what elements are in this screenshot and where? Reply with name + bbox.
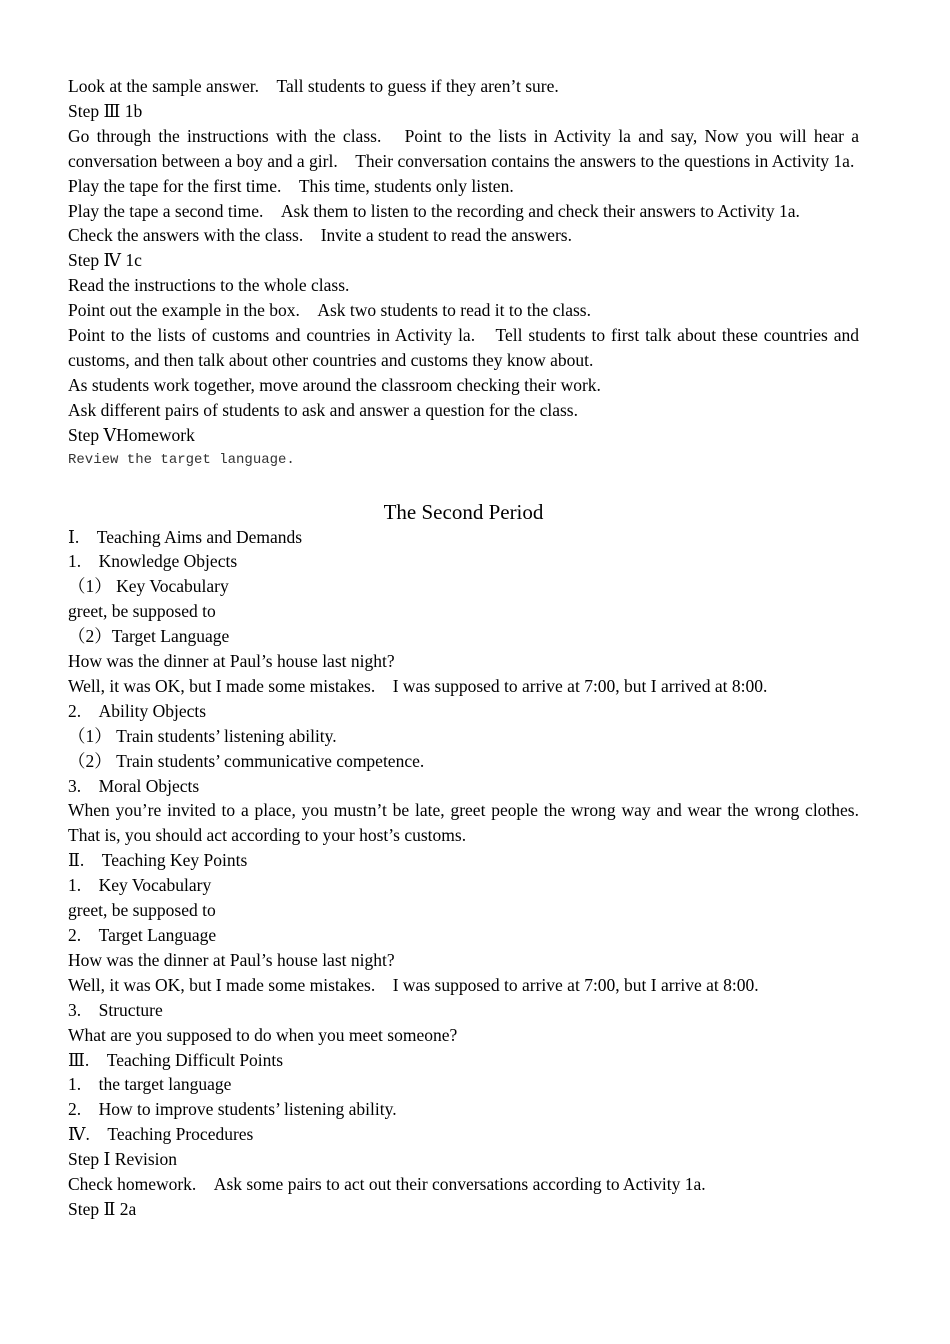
text-line: Check homework. Ask some pairs to act out their conversations according to Activity 1a. bbox=[68, 1174, 706, 1195]
text-line: Point to the lists of customs and countries in Activity la. Tell students to first talk about these countries and customs, and then talk about other countries and customs they know about. bbox=[68, 325, 864, 370]
text-line: Play the tape for the first time. This time, students only listen. bbox=[68, 175, 514, 196]
text-line: Look at the sample answer. Tall students to guess if they aren’t sure. bbox=[68, 76, 559, 96]
text-line: What are you supposed to do when you meet someone? bbox=[68, 1024, 458, 1045]
text-line: Point out the example in the box. Ask two students to read it to the class. bbox=[68, 300, 591, 321]
text-line: （2）Target Language bbox=[68, 626, 230, 647]
document-page bbox=[68, 74, 877, 1222]
text-line: （1） Key Vocabulary bbox=[68, 576, 229, 597]
subsection-heading: 1. Key Vocabulary bbox=[68, 875, 212, 896]
text-line: How was the dinner at Paul’s house last night? bbox=[68, 651, 395, 672]
text-line: How was the dinner at Paul’s house last night? bbox=[68, 949, 395, 970]
text-line: Ask different pairs of students to ask and answer a question for the class. bbox=[68, 399, 578, 420]
step-heading: Step Ⅲ 1b bbox=[68, 100, 143, 121]
subsection-heading: 2. Ability Objects bbox=[68, 700, 207, 721]
text-line: （1） Train students’ listening ability. bbox=[68, 725, 337, 746]
step-heading: Step Ⅱ 2a bbox=[68, 1198, 137, 1219]
text-line: Check the answers with the class. Invite a student to read the answers. bbox=[68, 225, 572, 246]
section-heading: Ⅱ. Teaching Key Points bbox=[68, 850, 248, 871]
section-heading: Ⅰ. Teaching Aims and Demands bbox=[68, 526, 303, 547]
text-line: Play the tape a second time. Ask them to listen to the recording and check their answers to Activity 1a. bbox=[68, 200, 800, 221]
text-line: 1. the target language bbox=[68, 1074, 232, 1095]
subsection-heading: 2. Target Language bbox=[68, 925, 217, 945]
homework-note: Review the target language. bbox=[68, 451, 295, 468]
text-line: greet, be supposed to bbox=[68, 601, 216, 622]
text-line: Well, it was OK, but I made some mistakes. I was supposed to arrive at 7:00, but I arrived at 8:00. bbox=[68, 675, 768, 696]
subsection-heading: 3. Moral Objects bbox=[68, 775, 200, 796]
section-heading: Ⅳ. Teaching Procedures bbox=[68, 1124, 254, 1145]
text-line: greet, be supposed to bbox=[68, 900, 216, 921]
text-line: 2. How to improve students’ listening ability. bbox=[68, 1099, 397, 1120]
step-heading: Step ⅤHomework bbox=[68, 424, 195, 445]
subsection-heading: 3. Structure bbox=[68, 999, 163, 1020]
section-heading: Ⅲ. Teaching Difficult Points bbox=[68, 1049, 284, 1070]
text-line: When you’re invited to a place, you mustn’t be late, greet people the wrong way and wear the wrong clothes. That is, you should act according to your host’s customs. bbox=[68, 800, 877, 846]
step-heading: Step Ⅳ 1c bbox=[68, 250, 142, 271]
step-heading: Step Ⅰ Revision bbox=[68, 1149, 177, 1170]
text-line: As students work together, move around the classroom checking their work. bbox=[68, 374, 601, 395]
text-line: Read the instructions to the whole class. bbox=[68, 275, 350, 296]
text-line: （2） Train students’ communicative competence. bbox=[68, 750, 425, 771]
period-title: The Second Period bbox=[383, 499, 544, 524]
subsection-heading: 1. Knowledge Objects bbox=[68, 551, 238, 572]
text-line: Well, it was OK, but I made some mistakes. I was supposed to arrive at 7:00, but I arrive at 8:00. bbox=[68, 974, 759, 995]
text-line: Go through the instructions with the class. Point to the lists in Activity la and say, Now you will hear a conversation between a boy and a girl. Their conversation contains the answers to the questions in Activity 1a. bbox=[68, 125, 864, 171]
